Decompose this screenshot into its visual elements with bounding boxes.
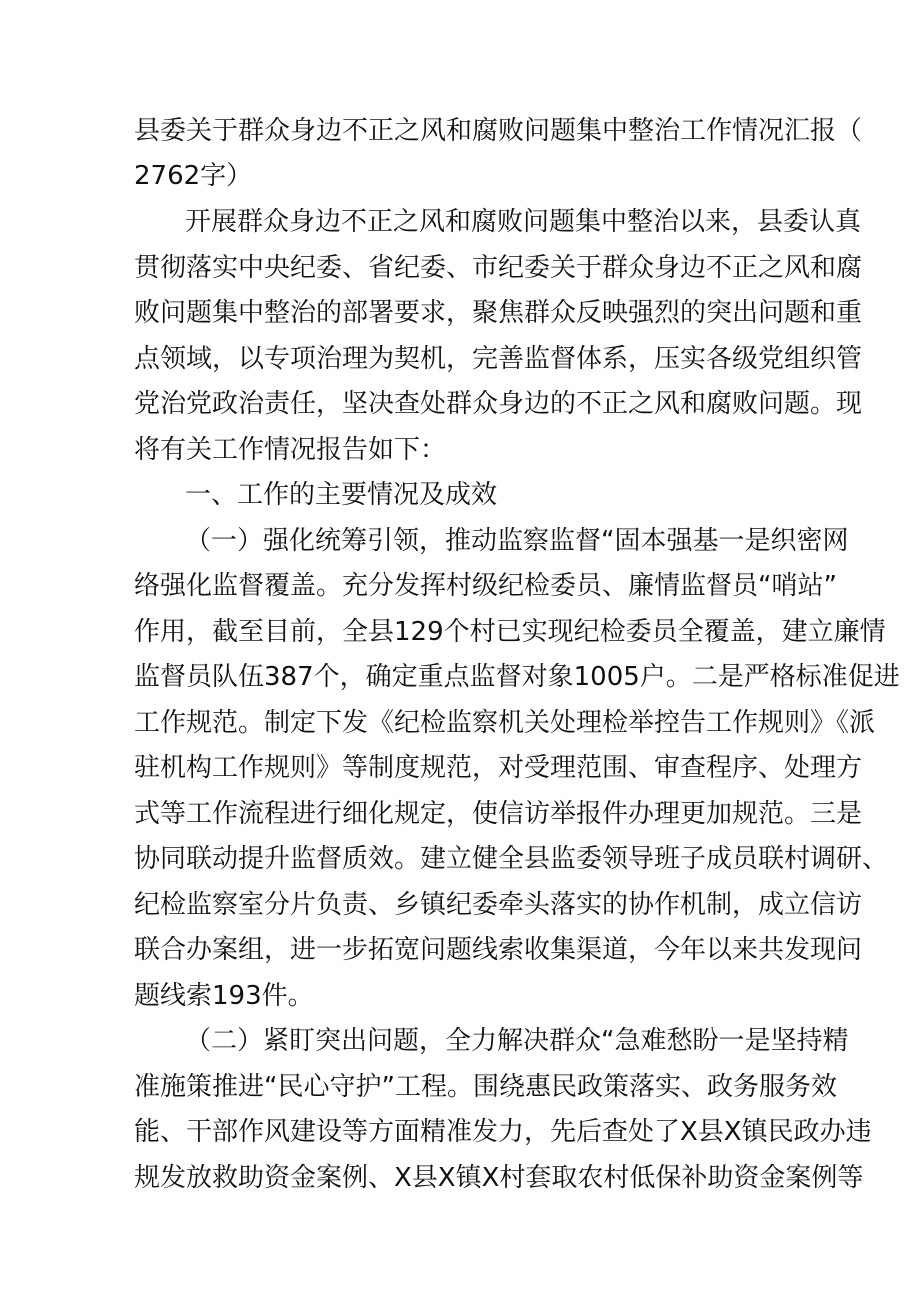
section-2-line-4: 规发放救助资金案例、X县X镇X村套取农村低保补助资金案例等 [134,1163,864,1193]
section-1-line-1: （一）强化统筹引领，推动监察监督“固本强基一是织密网 [185,526,849,556]
section-1-line-5: 工作规范。制定下发《纪检监察机关处理检举控告工作规则》《派 [134,708,876,738]
title-line-2: 2762字） [134,161,253,191]
section-1-line-2: 络强化监督覆盖。充分发挥村级纪检委员、廉情监督员“哨站” [134,571,837,601]
section-1-line-7: 式等工作流程进行细化规定，使信访举报件办理更加规范。三是 [134,799,863,829]
section-1-line-10: 联合办案组，进一步拓宽问题线索收集渠道，今年以来共发现问 [134,935,863,965]
section-1-line-3: 作用，截至目前，全县129个村已实现纪检委员全覆盖，建立廉情 [134,617,886,647]
section-1-line-4: 监督员队伍387个，确定重点监督对象1005户。二是严格标准促进 [134,662,900,692]
intro-line-3: 败问题集中整治的部署要求，聚焦群众反映强烈的突出问题和重 [134,298,863,328]
section-heading-1: 一、工作的主要情况及成效 [185,480,498,510]
section-1-line-9: 纪检监察室分片负责、乡镇纪委牵头落实的协作机制，成立信访 [134,890,863,920]
section-2-line-1: （二）紧盯突出问题，全力解决群众“急难愁盼一是坚持精 [185,1026,849,1056]
section-2-line-3: 能、干部作风建设等方面精准发力，先后查处了X县X镇民政办违 [134,1117,872,1147]
intro-line-1: 开展群众身边不正之风和腐败问题集中整治以来，县委认真 [185,207,862,237]
section-2-line-2: 准施策推进“民心守护”工程。围绕惠民政策落实、政务服务效 [134,1072,837,1102]
section-1-line-11: 题线索193件。 [134,981,314,1011]
title-line-1: 县委关于群众身边不正之风和腐败问题集中整治工作情况汇报（ [134,116,863,146]
intro-line-2: 贯彻落实中央纪委、省纪委、市纪委关于群众身边不正之风和腐 [134,253,863,283]
intro-line-5: 党治党政治责任，坚决查处群众身边的不正之风和腐败问题。现 [134,389,863,419]
intro-line-6: 将有关工作情况报告如下： [134,435,447,465]
section-1-line-6: 驻机构工作规则》等制度规范，对受理范围、审查程序、处理方 [134,753,863,783]
intro-line-4: 点领域，以专项治理为契机，完善监督体系，压实各级党组织管 [134,344,863,374]
section-1-line-8: 协同联动提升监督质效。建立健全县监委领导班子成员联村调研、 [134,844,889,874]
